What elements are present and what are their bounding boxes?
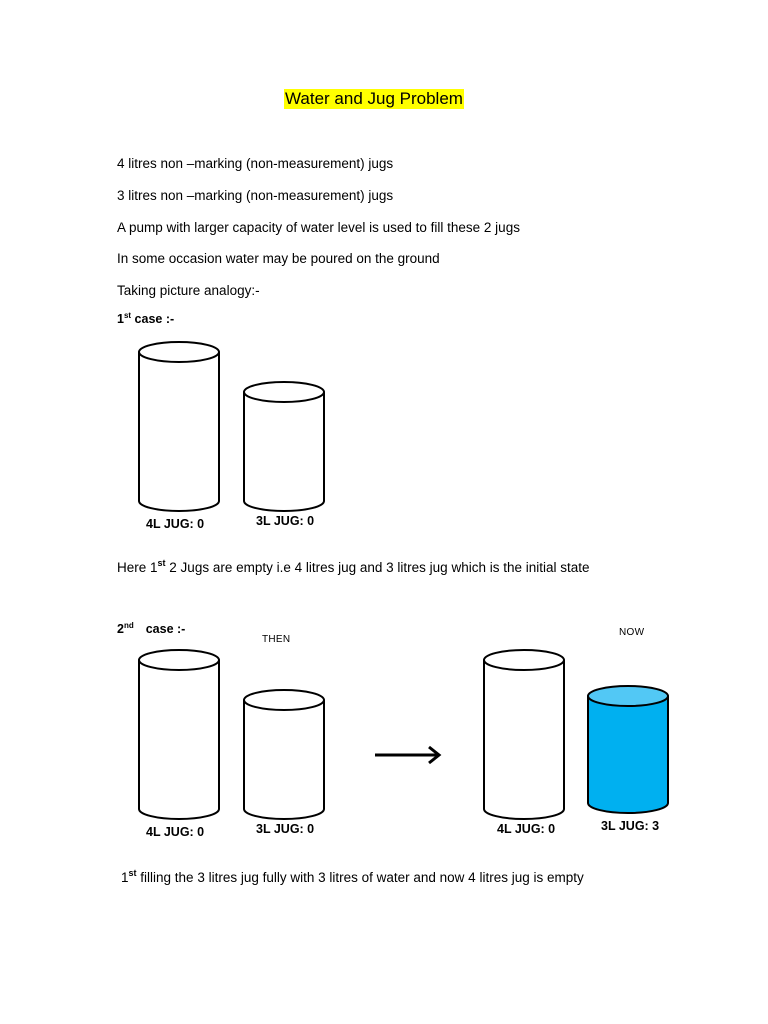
case2-now-jug-3l-filled [587,685,669,815]
case2-caption-end: filling the 3 litres jug fully with 3 litres of water and now 4 litres jug is empty [136,870,584,885]
case2-number: 2 [117,622,124,636]
case2-superscript: nd [123,620,134,630]
intro-line-5: Taking picture analogy:- [117,283,260,298]
then-label: THEN [262,634,291,645]
case1-heading-text: case :- [131,312,175,326]
case1-number: 1 [117,312,124,326]
transition-arrow-icon [375,745,443,765]
case2-then-jug-4l [138,649,220,821]
case1-jug-4l [138,341,220,513]
case1-jug-3l-label: 3L JUG: 0 [256,514,315,528]
now-label: NOW [619,627,645,638]
case2-caption-superscript: st [128,867,137,878]
case1-caption [117,557,590,576]
case1-superscript: st [123,310,132,320]
case1-caption-start: Here 1 [117,560,158,575]
intro-line-2: 3 litres non –marking (non-measurement) jugs [117,188,394,203]
case1-jug-4l-label: 4L JUG: 0 [146,517,205,531]
case1-heading [117,312,174,326]
case2-then-jug-3l-label: 3L JUG: 0 [256,822,315,836]
case2-now-jug-3l-label: 3L JUG: 3 [601,819,660,833]
case1-caption-end: 2 Jugs are empty i.e 4 litres jug and 3 litres jug which is the initial state [165,560,590,575]
case2-heading [117,622,185,636]
intro-line-3: A pump with larger capacity of water level is used to fill these 2 jugs [117,220,520,235]
case1-caption-superscript: st [157,557,166,568]
intro-line-1: 4 litres non –marking (non-measurement) jugs [117,156,394,171]
case2-now-jug-4l [483,649,565,821]
intro-line-4: In some occasion water may be poured on the ground [117,251,440,266]
page-title: Water and Jug Problem [285,89,463,108]
case2-then-jug-3l [243,689,325,821]
case2-heading-text: case :- [145,622,186,636]
case2-now-jug-4l-label: 4L JUG: 0 [497,822,556,836]
case2-caption [121,867,584,886]
case2-then-jug-4l-label: 4L JUG: 0 [146,825,205,839]
case1-jug-3l [243,381,325,513]
case2-caption-start: 1 [121,870,129,885]
